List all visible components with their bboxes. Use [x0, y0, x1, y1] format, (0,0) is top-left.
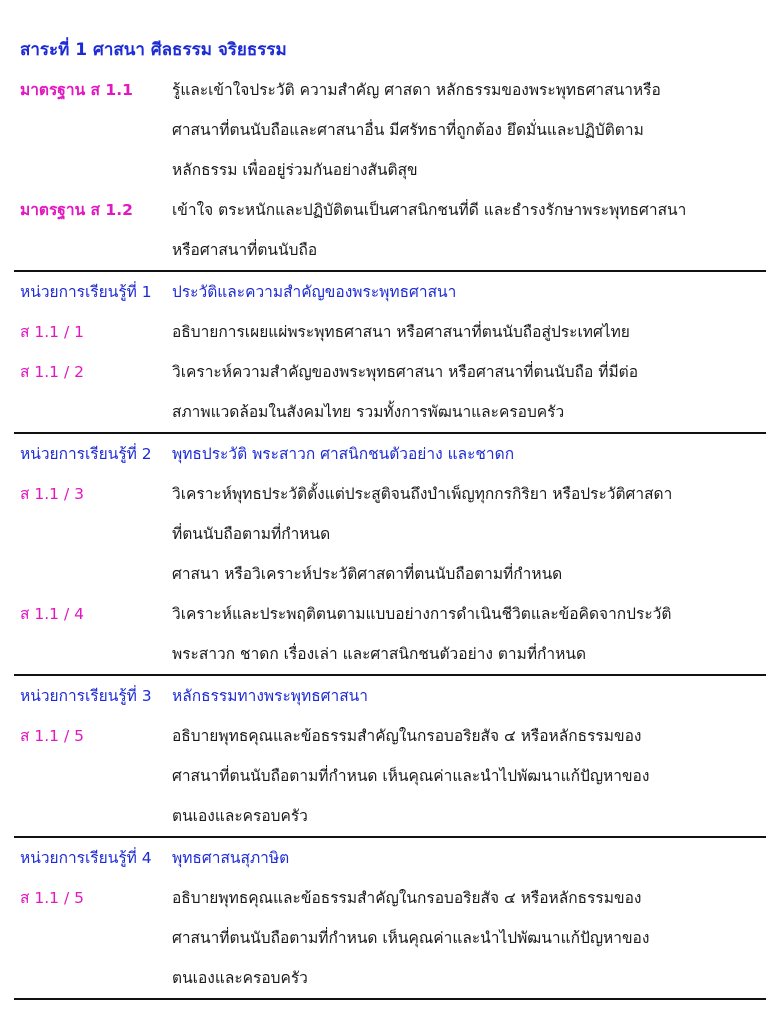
standard-code: มาตรฐาน ส 1.2: [20, 201, 133, 219]
description: [172, 878, 766, 998]
learning-unit: [14, 432, 766, 674]
description-line: หลักธรรม เพื่ออยู่ร่วมกันอย่างสันติสุข: [172, 161, 418, 179]
unit-name: ประวัติและความสำคัญของพระพุทธศาสนา: [172, 283, 457, 301]
description-line: ศาสนาที่ตนนับถือตามที่กำหนด เห็นคุณค่าและนำไปพัฒนาแก้ปัญหาของ: [172, 767, 650, 785]
description: [172, 474, 766, 594]
description-line: เข้าใจ ตระหนักและปฏิบัติตนเป็นศาสนิกชนที่ดี และธำรงรักษาพระพุทธศาสนา: [172, 201, 687, 219]
indicator-code: ส 1.1 / 1: [20, 323, 84, 341]
unit-label: หน่วยการเรียนรู้ที่ 2: [20, 445, 152, 463]
unit-name: หลักธรรมทางพระพุทธศาสนา: [172, 687, 368, 705]
indicator-code: ส 1.1 / 5: [20, 727, 84, 745]
bottom-divider: [14, 998, 766, 1000]
unit-heading: [14, 270, 766, 312]
units-section: [14, 270, 766, 998]
unit-heading: [14, 432, 766, 474]
description-line: ตนเองและครอบครัว: [172, 807, 308, 825]
description-line: พระสาวก ชาดก เรื่องเล่า และศาสนิกชนตัวอย่าง ตามที่กำหนด: [172, 645, 587, 663]
indicator-row: [14, 716, 766, 836]
description-line: ศาสนาที่ตนนับถือและศาสนาอื่น มีศรัทธาที่ถูกต้อง ยึดมั่นและปฏิบัติตาม: [172, 121, 644, 139]
indicator-row: [14, 474, 766, 594]
description-line: วิเคราะห์ความสำคัญของพระพุทธศาสนา หรือศาสนาที่ตนนับถือ ที่มีต่อ: [172, 363, 639, 381]
description: [172, 716, 766, 836]
standards-section: [14, 70, 766, 270]
description-line: รู้และเข้าใจประวัติ ความสำคัญ ศาสดา หลักธรรมของพระพุทธศาสนาหรือ: [172, 81, 661, 99]
description-line: อธิบายพุทธคุณและข้อธรรมสำคัญในกรอบอริยสัจ ๔ หรือหลักธรรมของ: [172, 727, 642, 745]
description-line: อธิบายพุทธคุณและข้อธรรมสำคัญในกรอบอริยสัจ ๔ หรือหลักธรรมของ: [172, 889, 642, 907]
description-line: หรือศาสนาที่ตนนับถือ: [172, 241, 318, 259]
description-line: อธิบายการเผยแผ่พระพุทธศาสนา หรือศาสนาที่ตนนับถือสู่ประเทศไทย: [172, 323, 630, 341]
standard-code: มาตรฐาน ส 1.1: [20, 81, 133, 99]
indicator-code: ส 1.1 / 2: [20, 363, 84, 381]
indicator-row: [14, 878, 766, 998]
curriculum-document: [14, 30, 766, 1000]
standard-row: [14, 190, 766, 270]
description-line: ที่ตนนับถือตามที่กำหนด: [172, 525, 331, 543]
standard-row: [14, 70, 766, 190]
indicator-row: [14, 352, 766, 432]
description-line: ศาสนา หรือวิเคราะห์ประวัติศาสดาที่ตนนับถือตามที่กำหนด: [172, 565, 563, 583]
description: [172, 352, 766, 432]
description: [172, 190, 766, 270]
description-line: วิเคราะห์และประพฤติตนตามแบบอย่างการดำเนินชีวิตและข้อคิดจากประวัติ: [172, 605, 672, 623]
indicator-code: ส 1.1 / 5: [20, 889, 84, 907]
description-line: ตนเองและครอบครัว: [172, 969, 308, 987]
unit-heading: [14, 674, 766, 716]
learning-unit: [14, 674, 766, 836]
unit-label: หน่วยการเรียนรู้ที่ 3: [20, 687, 152, 705]
unit-label: หน่วยการเรียนรู้ที่ 4: [20, 849, 152, 867]
indicator-row: [14, 312, 766, 352]
description-line: วิเคราะห์พุทธประวัติตั้งแต่ประสูติจนถึงบำเพ็ญทุกกรกิริยา หรือประวัติศาสดา: [172, 485, 673, 503]
unit-name: พุทธประวัติ พระสาวก ศาสนิกชนตัวอย่าง และชาดก: [172, 445, 515, 463]
description: [172, 70, 766, 190]
indicator-code: ส 1.1 / 3: [20, 485, 84, 503]
description: [172, 594, 766, 674]
strand-title: สาระที่ 1 ศาสนา ศีลธรรม จริยธรรม: [20, 40, 287, 60]
unit-label: หน่วยการเรียนรู้ที่ 1: [20, 283, 152, 301]
indicator-row: [14, 594, 766, 674]
indicator-code: ส 1.1 / 4: [20, 605, 84, 623]
unit-heading: [14, 836, 766, 878]
unit-name: พุทธศาสนสุภาษิต: [172, 849, 290, 867]
description-line: ศาสนาที่ตนนับถือตามที่กำหนด เห็นคุณค่าและนำไปพัฒนาแก้ปัญหาของ: [172, 929, 650, 947]
learning-unit: [14, 270, 766, 432]
description: [172, 312, 766, 352]
learning-unit: [14, 836, 766, 998]
description-line: สภาพแวดล้อมในสังคมไทย รวมทั้งการพัฒนาและครอบครัว: [172, 403, 565, 421]
